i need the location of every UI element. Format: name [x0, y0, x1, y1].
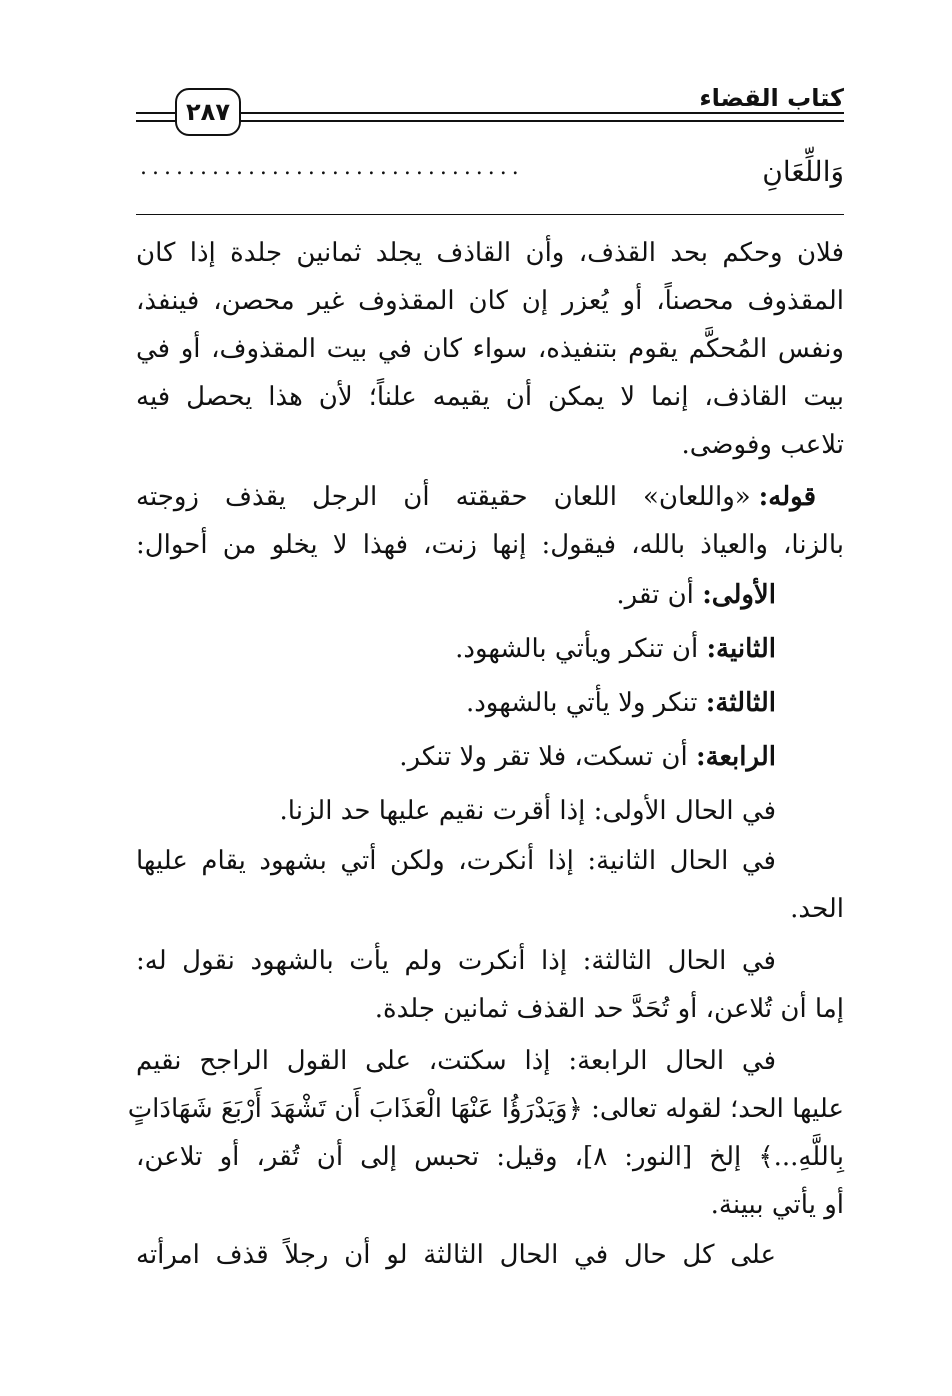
page-number: ٢٨٧	[186, 98, 230, 126]
case-1-label: الأولى:	[702, 580, 776, 610]
p1-line-5: تلاعب وفوضى.	[681, 430, 844, 460]
h4-line-1: في الحال الرابعة: إذا سكتت، على القول الراجح نقيم	[136, 1046, 776, 1076]
case-3-text: تنكر ولا يأتي بالشهود.	[465, 688, 698, 718]
p2-line-2: بالزنا، والعياذ بالله، فيقول: إنها زنت، فهذا لا يخلو من أحوال:	[136, 530, 844, 560]
h2-line-1: في الحال الثانية: إذا أنكرت، ولكن أتي بشهود يقام عليها	[136, 846, 776, 876]
h4-line-4: أو يأتي ببينة.	[710, 1190, 844, 1220]
topic-dot-leader: ................................	[140, 155, 524, 180]
p2-line-1	[136, 482, 816, 513]
case-1	[616, 580, 776, 611]
h4-line-3: بِاللَّهِ...﴾ إلخ [النور: ٨]، وقيل: تحبس إلى أن تُقر، أو تلاعن،	[136, 1142, 844, 1172]
case-4	[399, 742, 776, 773]
header-rule-right-top	[236, 112, 844, 114]
qawluhu-label: قوله:	[758, 482, 816, 512]
page-number-box	[175, 88, 241, 136]
p1-line-3: ونفس المُحكَّم يقوم بتنفيذه، سواء كان في بيت المقذوف، أو في	[136, 334, 844, 364]
p2-line-1-text: «واللعان» اللعان حقيقته أن الرجل يقذف زوجته	[136, 482, 751, 512]
case-4-text: أن تسكت، فلا تقر ولا تنكر.	[399, 742, 688, 772]
running-header-book-title: كتاب القضاء	[699, 84, 844, 112]
h2-line-2: الحد.	[790, 894, 844, 924]
p1-line-4: بيت القاذف، إنما لا يمكن أن يقيمه علناً؛ لأن هذا يحصل فيه	[136, 382, 844, 412]
header-rule-right-bottom	[236, 120, 844, 122]
case-2-label: الثانية:	[706, 634, 776, 664]
h3-line-2: إما أن تُلاعن، أو تُحَدَّ حد القذف ثمانين جلدة.	[374, 994, 844, 1024]
case-3	[466, 688, 776, 719]
p1-line-2: المقذوف محصناً، أو يُعزر إن كان المقذوف غير محصن، فينفذ،	[136, 286, 844, 316]
case-4-label: الرابعة:	[695, 742, 776, 772]
case-1-text: أن تقر.	[616, 580, 694, 610]
case-3-label: الثالثة:	[705, 688, 776, 718]
case-2	[455, 634, 776, 665]
last-line: على كل حال في الحال الثالثة لو أن رجلاً قذف امرأته	[136, 1240, 776, 1270]
topic-divider	[136, 214, 844, 215]
h4-line-2: عليها الحد؛ لقوله تعالى: ﴿وَيَدْرَؤُا عَنْهَا الْعَذَابَ أَن تَشْهَدَ أَرْبَعَ شَهَادَاتٍ	[127, 1094, 844, 1124]
p1-line-1: فلان وحكم بحد القذف، وأن القاذف يجلد ثمانين جلدة إذا كان	[136, 238, 844, 268]
h1-line: في الحال الأولى: إذا أقرت نقيم عليها حد الزنا.	[279, 796, 776, 826]
topic-heading: وَاللِّعَانِ	[762, 155, 844, 188]
h3-line-1: في الحال الثالثة: إذا أنكرت ولم يأت بالشهود نقول له:	[136, 946, 776, 976]
case-2-text: أن تنكر ويأتي بالشهود.	[455, 634, 699, 664]
